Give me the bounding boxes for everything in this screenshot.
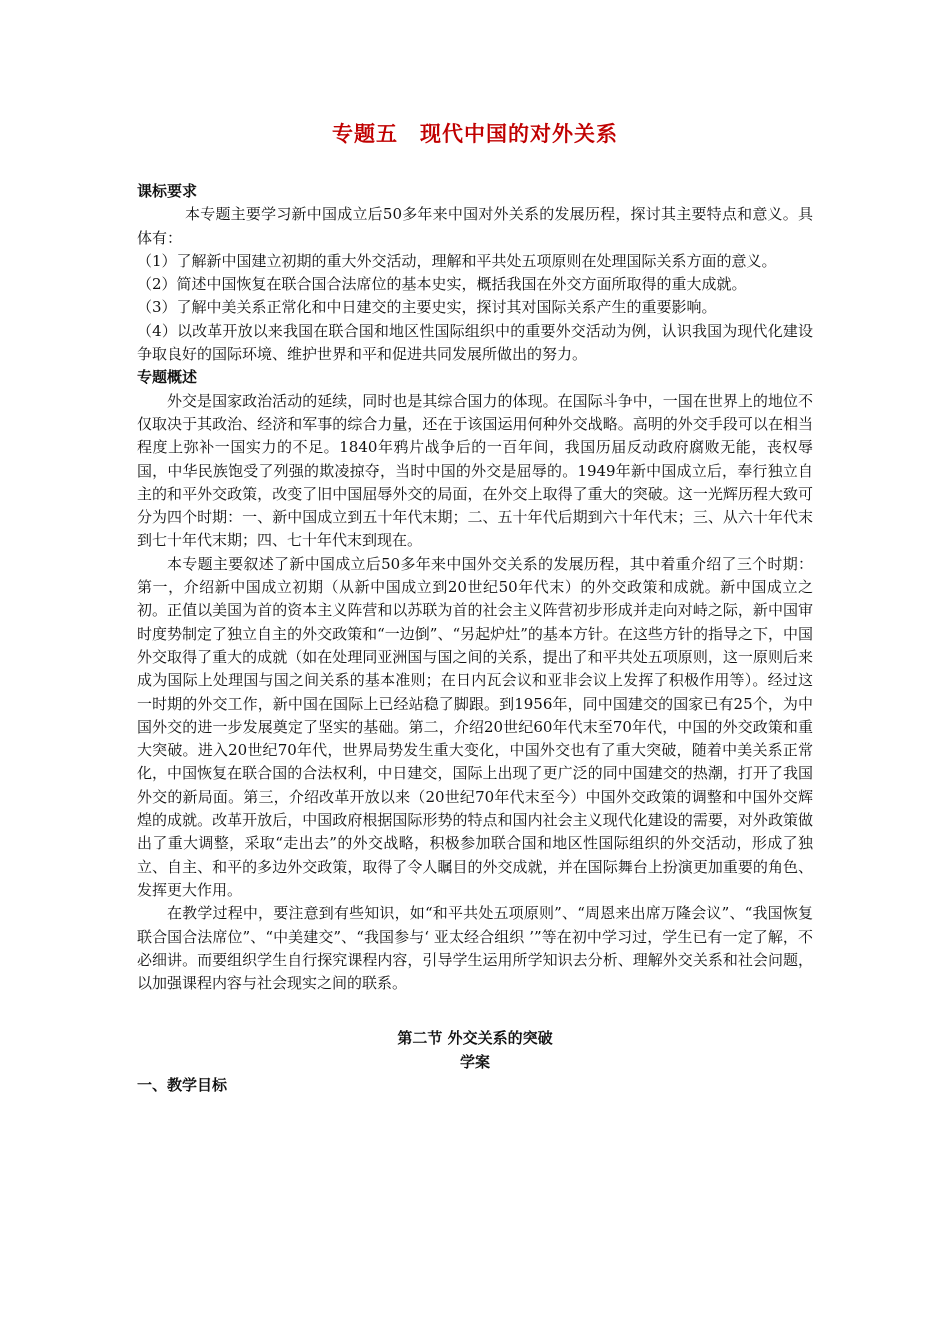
overview-paragraph-1: 外交是国家政治活动的延续，同时也是其综合国力的体现。在国际斗争中，一国在世界上的地位不仅取决于其政治、经济和军事的综合力量，还在于该国运用何种外交战略。高明的外交手段可以在相当程度上弥补一国实力的不足。1840年鸦片战争后的一百年间，我国历届反动政府腐败无能，丧权辱国，中华民族饱受了列强的欺凌掠夺，当时中国的外交是屈辱的。1949年新中国成立后，奉行独立自主的和平外交政策，改变了旧中国屈辱外交的局面，在外交上取得了重大的突破。这一光辉历程大致可分为四个时期：一、新中国成立到五十年代末期；二、五十年代后期到六十年代末；三、从六十年代末到七十年代末期；四、七十年代末到现在。 xyxy=(137,391,813,550)
section-subtitle: 学案 xyxy=(459,1052,490,1071)
section-title: 第二节 外交关系的突破 xyxy=(397,1029,553,1048)
overview-heading: 专题概述 xyxy=(137,368,198,387)
page-title: 专题五 现代中国的对外关系 xyxy=(332,122,618,146)
overview-paragraph-3: 在教学过程中，要注意到有些知识，如“和平共处五项原则”、“周恩来出席万隆会议”、“我国恢复联合国合法席位”、“中美建交”、“我国参与‘ 亚太经合组织 ’”等在初中学习过，学生已有一定了解，不必细讲。而要组织学生自行探究课程内容，引导学生运用所学知识去分析、理解外交关系和社会问题，以加强课程内容与社会现实之间的联系。 xyxy=(137,904,813,993)
standards-item-1: （1）了解新中国建立初期的重大外交活动，理解和平共处五项原则在处理国际关系方面的意义。 xyxy=(137,251,777,270)
standards-heading: 课标要求 xyxy=(137,182,198,200)
document-body xyxy=(137,180,813,1097)
standards-intro: 本专题主要学习新中国成立后50多年来中国对外关系的发展历程，探讨其主要特点和意义。具体有： xyxy=(137,205,813,247)
teaching-goals-heading: 一、教学目标 xyxy=(137,1075,228,1094)
standards-item-2: （2）简述中国恢复在联合国合法席位的基本史实，概括我国在外交方面所取得的重大成就。 xyxy=(137,275,747,294)
overview-paragraph-2: 本专题主要叙述了新中国成立后50多年来中国外交关系的发展历程，其中着重介绍了三个时期：第一，介绍新中国成立初期（从新中国成立到20世纪50年代末）的外交政策和成就。新中国成立之初。正值以美国为首的资本主义阵营和以苏联为首的社会主义阵营初步形成并走向对峙之际，新中国审时度势制定了独立自主的外交政策和“一边倒”、“另起炉灶”的基本方针。在这些方针的指导之下，中国外交取得了重大的成就（如在处理同亚洲国与国之间的关系，提出了和平共处五项原则，这一原则后来成为国际上处理国与国之间关系的基本准则；在日内瓦会议和亚非会议上发挥了积极作用等）。经过这一时期的外交工作，新中国在国际上已经站稳了脚跟。到1956年，同中国建交的国家已有25个，为中国外交的进一步发展奠定了坚实的基础。第二，介绍20世纪60年代末至70年代，中国的外交政策和重大突破。进入20世纪70年代，世界局势发生重大变化，中国外交也有了重大突破，随着中美关系正常化，中国恢复在联合国的合法权利，中日建交，国际上出现了更广泛的同中国建交的热潮，打开了我国外交的新局面。第三，介绍改革开放以来（20世纪70年代末至今）中国外交政策的调整和中国外交辉煌的成就。改革开放后，中国政府根据国际形势的特点和国内社会主义现代化建设的需要，对外政策做出了重大调整，采取“走出去”的外交战略，积极参加联合国和地区性国际组织的外交活动，形成了独立、自主、和平的多边外交政策，取得了令人瞩目的外交成就，并在国际舞台上扮演更加重要的角色、发挥更大作用。 xyxy=(137,554,813,899)
section-spacer xyxy=(137,995,813,1027)
standards-item-3: （3）了解中美关系正常化和中日建交的主要史实，探讨其对国际关系产生的重要影响。 xyxy=(137,298,717,317)
standards-item-4: （4）以改革开放以来我国在联合国和地区性国际组织中的重要外交活动为例，认识我国为现代化建设争取良好的国际环境、维护世界和平和促进共同发展所做出的努力。 xyxy=(137,321,813,364)
